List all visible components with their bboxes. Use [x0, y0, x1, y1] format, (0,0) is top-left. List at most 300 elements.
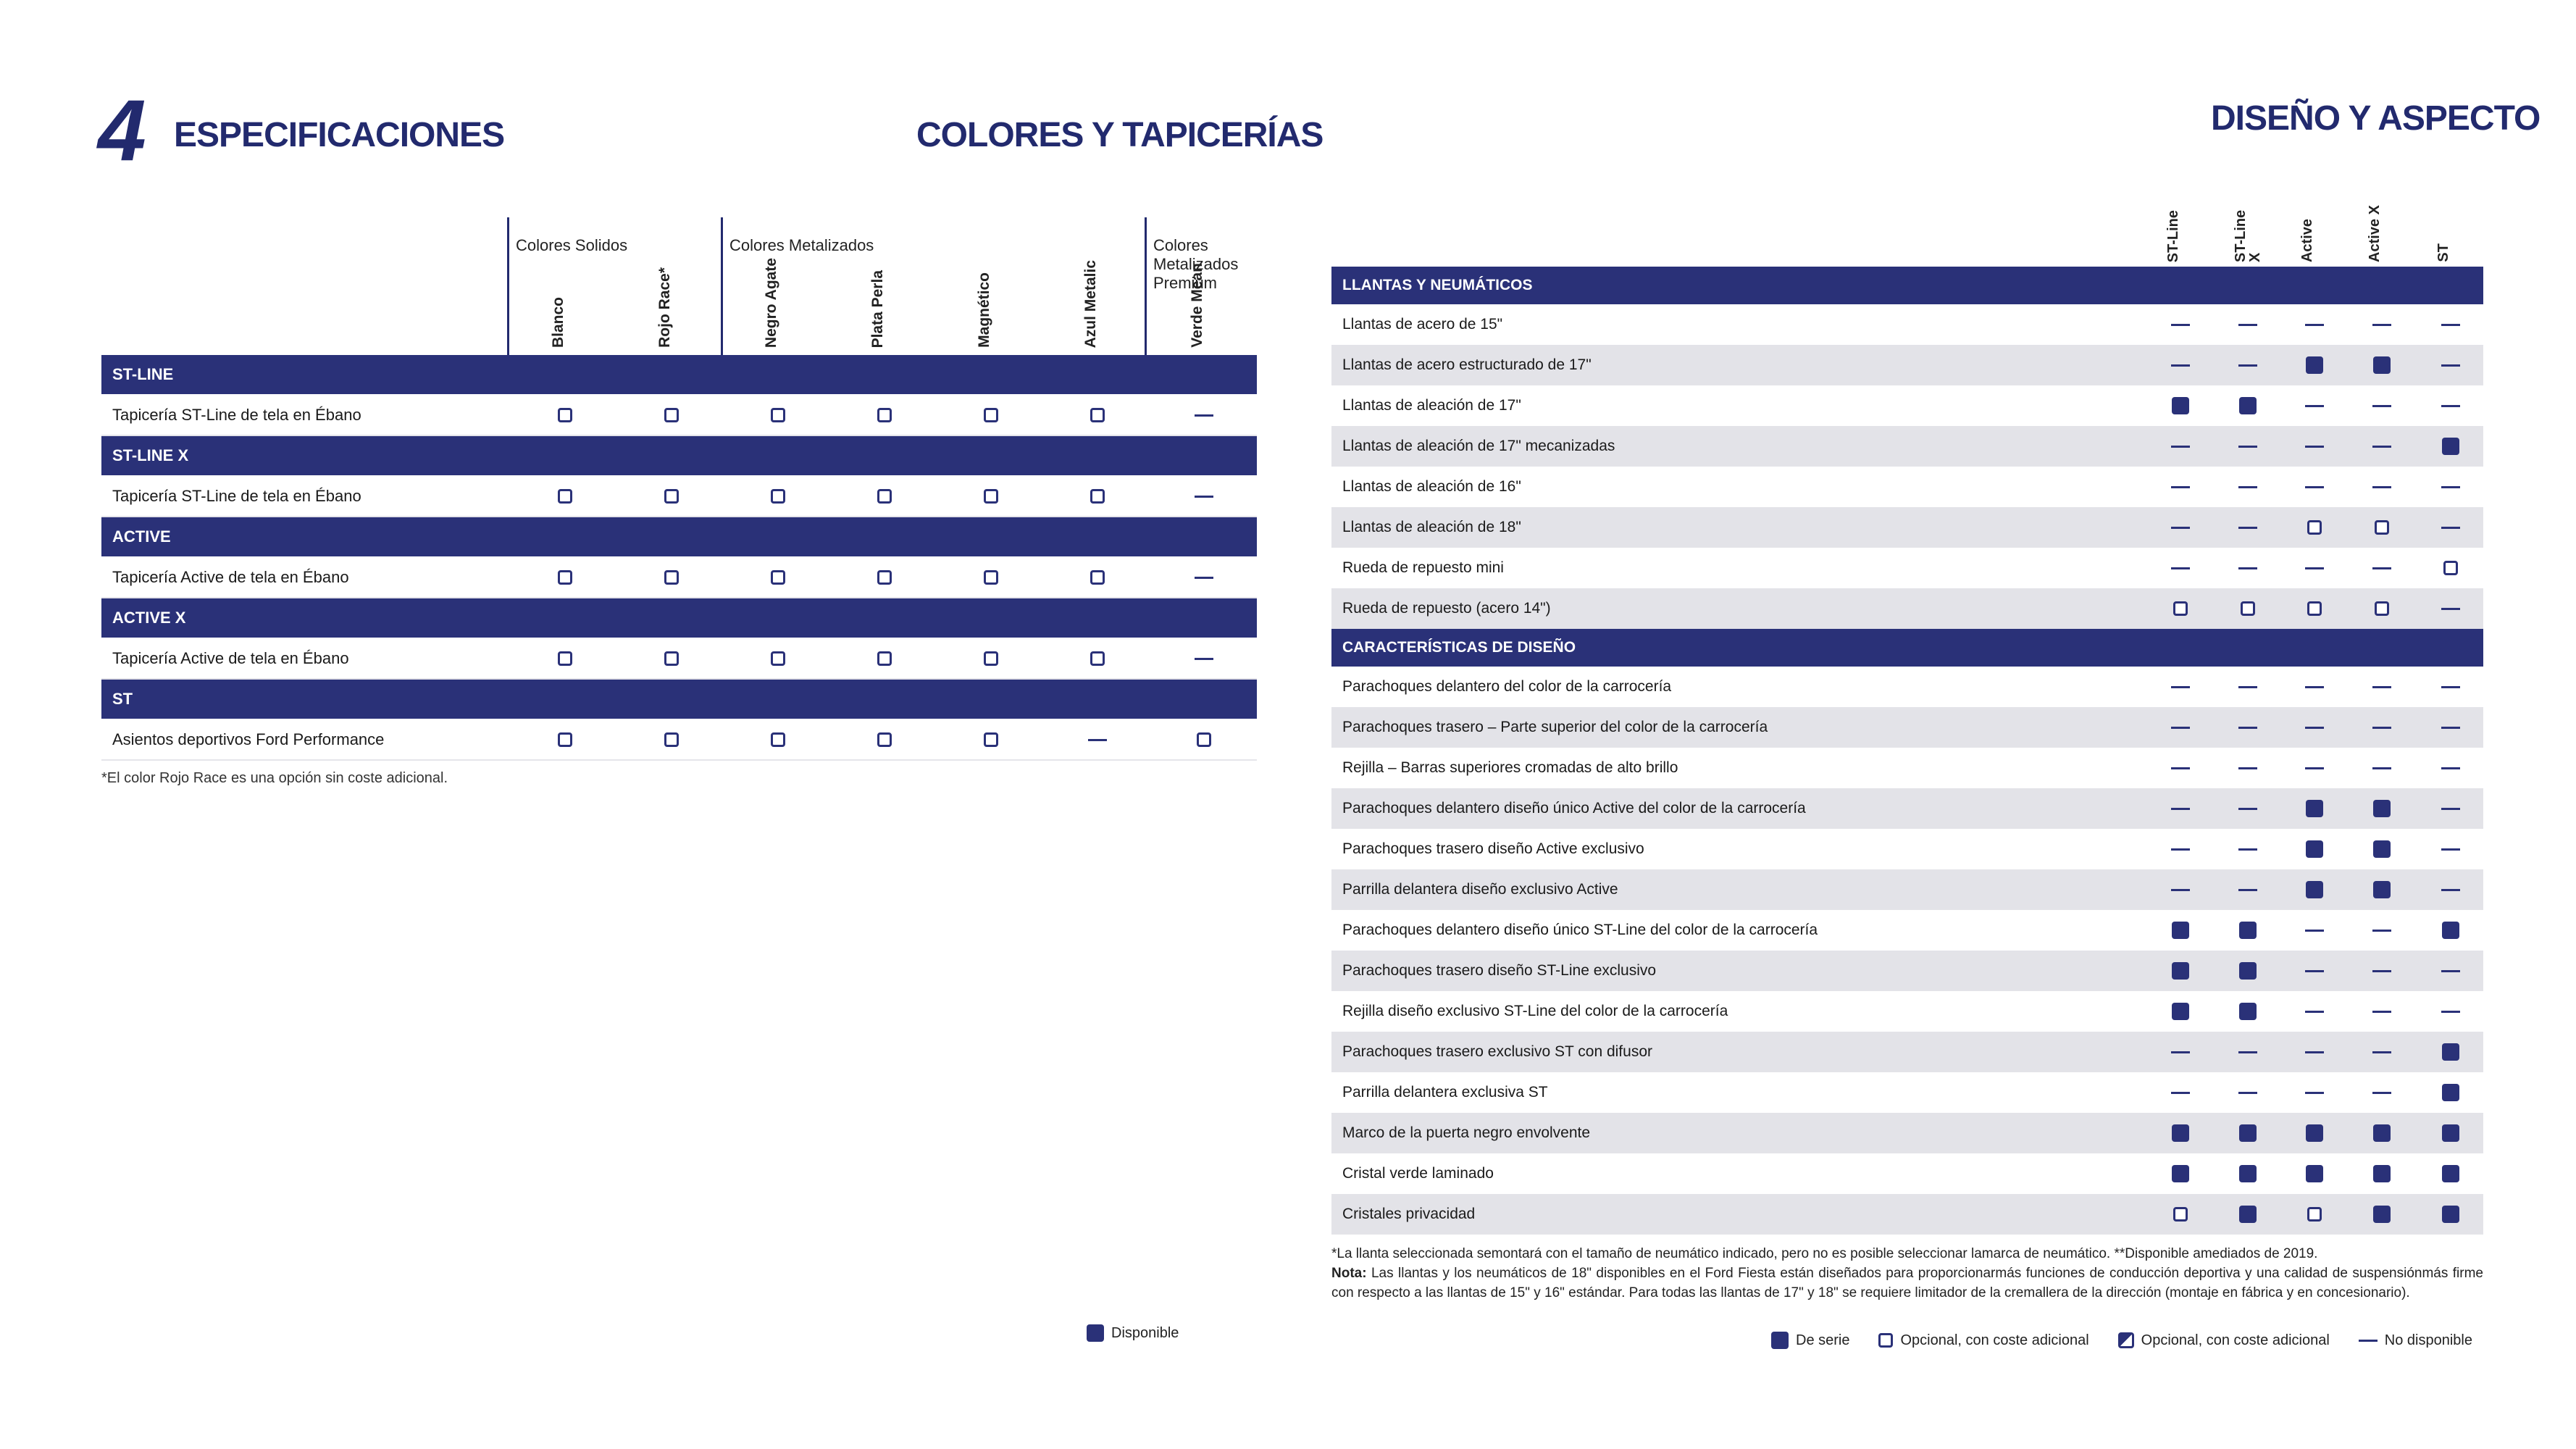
- table-row: [1331, 667, 2483, 707]
- availability-cell: [2429, 1153, 2472, 1194]
- row-label: Cristales privacidad: [1342, 1206, 1476, 1222]
- availability-cell: [2226, 345, 2270, 385]
- availability-cell: [2226, 748, 2270, 788]
- row-label: Parachoques delantero del color de la carrocería: [1342, 678, 1672, 695]
- filled-square-icon: [2306, 1124, 2323, 1142]
- table-row: [1331, 304, 2483, 345]
- dash-icon: [2305, 486, 2324, 488]
- filled-square-icon: [2442, 1165, 2459, 1182]
- section-header: ACTIVE X: [101, 598, 1257, 638]
- dash-icon: [2441, 767, 2460, 769]
- dash-icon: [2372, 405, 2391, 407]
- availability-cell: [2159, 667, 2202, 707]
- dash-icon: [2171, 364, 2190, 367]
- availability-cell: [650, 394, 693, 436]
- legend-optional-label: Opcional, con coste adicional: [1900, 1332, 2089, 1348]
- row-label: Llantas de acero estructurado de 17": [1342, 356, 1592, 373]
- empty-square-icon: [771, 570, 785, 585]
- group-label-metallic: Colores Metalizados: [729, 236, 874, 254]
- availability-cell: [1076, 638, 1119, 680]
- section-header: LLANTAS Y NEUMÁTICOS: [1331, 267, 2483, 304]
- filled-square-icon: [2239, 922, 2257, 939]
- availability-cell: [863, 719, 906, 761]
- empty-square-icon: [771, 732, 785, 747]
- table-row: [1331, 1113, 2483, 1153]
- availability-cell: [2293, 1072, 2336, 1113]
- dash-icon: [1195, 496, 1213, 498]
- row-label: Rueda de repuesto (acero 14"): [1342, 600, 1551, 617]
- table-row: [101, 475, 1257, 517]
- legend-available: [1087, 1324, 1179, 1342]
- availability-cell: [1076, 475, 1119, 517]
- filled-square-icon: [2442, 1206, 2459, 1223]
- empty-square-icon: [1090, 489, 1105, 504]
- trim-column-label: ST: [2435, 243, 2451, 262]
- availability-cell: [2429, 707, 2472, 748]
- filled-square-icon: [2442, 1124, 2459, 1142]
- color-column-label: Rojo Race*: [656, 267, 673, 348]
- filled-square-icon: [2373, 800, 2391, 817]
- dash-icon: [2372, 1011, 2391, 1013]
- filled-square-icon: [2239, 1165, 2257, 1182]
- availability-cell: [650, 475, 693, 517]
- dash-icon: [2441, 848, 2460, 851]
- availability-cell: [2360, 1032, 2404, 1072]
- empty-square-icon: [877, 732, 892, 747]
- row-label: Tapicería Active de tela en Ébano: [112, 568, 349, 586]
- availability-cell: [2360, 707, 2404, 748]
- row-label: Tapicería ST-Line de tela en Ébano: [112, 487, 361, 505]
- design-note-2: [1331, 1264, 2483, 1303]
- availability-cell: [2429, 748, 2472, 788]
- filled-square-icon: [2172, 1124, 2189, 1142]
- empty-square-icon: [984, 489, 998, 504]
- design-legend: [1771, 1332, 2501, 1349]
- dash-icon: [2305, 1011, 2324, 1013]
- row-label: Rueda de repuesto mini: [1342, 559, 1504, 576]
- table-row: [1331, 1194, 2483, 1235]
- table-row: [1331, 426, 2483, 467]
- colors-table: [101, 217, 1257, 761]
- dash-icon: [2441, 1011, 2460, 1013]
- empty-square-icon: [984, 732, 998, 747]
- row-label: Parachoques delantero diseño único Active del color de la carrocería: [1342, 800, 1806, 817]
- availability-cell: [2159, 1072, 2202, 1113]
- availability-cell: [756, 394, 800, 436]
- table-row: [1331, 829, 2483, 869]
- availability-cell: [2360, 345, 2404, 385]
- legend-optional-alt: [2118, 1332, 2330, 1349]
- dash-icon: [2238, 848, 2257, 851]
- section-header: ACTIVE: [101, 517, 1257, 556]
- colors-legend: [1087, 1324, 1208, 1342]
- table-row: [1331, 869, 2483, 910]
- availability-cell: [2429, 345, 2472, 385]
- empty-square-icon: [1090, 651, 1105, 666]
- availability-cell: [2360, 1113, 2404, 1153]
- table-row: [1331, 748, 2483, 788]
- filled-square-icon: [2239, 962, 2257, 980]
- dash-icon: [2171, 1092, 2190, 1094]
- availability-cell: [2159, 304, 2202, 345]
- empty-square-icon: [771, 489, 785, 504]
- availability-cell: [2360, 588, 2404, 629]
- availability-cell: [2226, 507, 2270, 548]
- trim-column-label: Active: [2299, 218, 2315, 262]
- filled-square-icon: [2373, 1124, 2391, 1142]
- empty-square-icon: [1878, 1333, 1893, 1348]
- empty-square-icon: [2173, 601, 2188, 616]
- availability-cell: [1182, 719, 1226, 761]
- dash-icon: [2171, 727, 2190, 729]
- availability-cell: [2226, 548, 2270, 588]
- empty-square-icon: [2307, 520, 2322, 535]
- row-label: Tapicería ST-Line de tela en Ébano: [112, 406, 361, 424]
- filled-square-icon: [2373, 881, 2391, 898]
- empty-square-icon: [664, 489, 679, 504]
- availability-cell: [2293, 869, 2336, 910]
- availability-cell: [2293, 788, 2336, 829]
- dash-icon: [2372, 767, 2391, 769]
- availability-cell: [2360, 829, 2404, 869]
- filled-square-icon: [2239, 397, 2257, 414]
- filled-square-icon: [2239, 1124, 2257, 1142]
- dash-icon: [2372, 970, 2391, 972]
- legend-available-label: Disponible: [1111, 1324, 1179, 1341]
- availability-cell: [2360, 467, 2404, 507]
- dash-icon: [2305, 567, 2324, 569]
- dash-icon: [2305, 767, 2324, 769]
- design-table: [1331, 203, 2483, 1235]
- dash-icon: [2305, 324, 2324, 326]
- trim-column-label: Active X: [2367, 205, 2383, 262]
- group-divider: [507, 217, 509, 355]
- availability-cell: [2293, 507, 2336, 548]
- empty-square-icon: [558, 489, 572, 504]
- filled-square-icon: [2172, 1165, 2189, 1182]
- dash-icon: [2171, 848, 2190, 851]
- dash-icon: [2441, 364, 2460, 367]
- filled-square-icon: [2172, 397, 2189, 414]
- availability-cell: [2159, 385, 2202, 426]
- dash-icon: [1195, 414, 1213, 417]
- availability-cell: [2360, 426, 2404, 467]
- dash-icon: [2372, 1092, 2391, 1094]
- availability-cell: [2293, 467, 2336, 507]
- dash-icon: [2372, 446, 2391, 448]
- legend-optional: [1878, 1332, 2088, 1349]
- dash-icon: [2305, 405, 2324, 407]
- filled-square-icon: [2306, 840, 2323, 858]
- table-row: [1331, 507, 2483, 548]
- dash-icon: [2305, 686, 2324, 688]
- row-label: Rejilla diseño exclusivo ST-Line del color de la carrocería: [1342, 1003, 1728, 1019]
- availability-cell: [2293, 385, 2336, 426]
- availability-cell: [2226, 829, 2270, 869]
- availability-cell: [2226, 788, 2270, 829]
- color-column-label: Verde Mean: [1189, 263, 1205, 348]
- availability-cell: [2293, 667, 2336, 707]
- availability-cell: [2159, 829, 2202, 869]
- availability-cell: [2360, 385, 2404, 426]
- legend-standard: [1771, 1332, 1849, 1349]
- colors-footnote: *El color Rojo Race es una opción sin coste adicional.: [101, 770, 448, 786]
- availability-cell: [2429, 869, 2472, 910]
- filled-square-icon: [2306, 1165, 2323, 1182]
- table-row: [1331, 951, 2483, 991]
- availability-cell: [2226, 991, 2270, 1032]
- dash-icon: [2238, 527, 2257, 529]
- availability-cell: [2293, 951, 2336, 991]
- availability-cell: [2429, 951, 2472, 991]
- group-label-premium: Colores Metalizados Premium: [1153, 236, 1239, 292]
- section-number: 4: [98, 82, 146, 179]
- empty-square-icon: [877, 570, 892, 585]
- dash-icon: [2238, 808, 2257, 810]
- availability-cell: [1182, 638, 1226, 680]
- page-title-diseno: DISEÑO Y ASPECTO: [2211, 99, 2541, 138]
- dash-icon: [2238, 686, 2257, 688]
- empty-square-icon: [2443, 561, 2458, 575]
- availability-cell: [2226, 667, 2270, 707]
- availability-cell: [2429, 304, 2472, 345]
- dash-icon: [2305, 970, 2324, 972]
- dash-icon: [2441, 808, 2460, 810]
- row-label: Parachoques trasero diseño Active exclusivo: [1342, 840, 1644, 857]
- availability-cell: [2226, 1113, 2270, 1153]
- availability-cell: [2159, 991, 2202, 1032]
- availability-cell: [2429, 1194, 2472, 1235]
- empty-square-icon: [2307, 601, 2322, 616]
- design-table-header: [1331, 203, 2483, 267]
- availability-cell: [2159, 748, 2202, 788]
- availability-cell: [2226, 304, 2270, 345]
- dash-icon: [2171, 486, 2190, 488]
- availability-cell: [2159, 1194, 2202, 1235]
- availability-cell: [2360, 507, 2404, 548]
- dash-icon: [2372, 567, 2391, 569]
- availability-cell: [650, 556, 693, 598]
- empty-square-icon: [2375, 601, 2389, 616]
- row-label: Llantas de aleación de 17": [1342, 397, 1521, 414]
- availability-cell: [2159, 869, 2202, 910]
- availability-cell: [863, 556, 906, 598]
- dash-icon: [1088, 739, 1107, 741]
- availability-cell: [2226, 1072, 2270, 1113]
- availability-cell: [2429, 426, 2472, 467]
- table-row: [1331, 548, 2483, 588]
- availability-cell: [2293, 1194, 2336, 1235]
- dash-icon: [2238, 446, 2257, 448]
- dash-icon: [2372, 324, 2391, 326]
- empty-square-icon: [877, 408, 892, 422]
- availability-cell: [543, 719, 587, 761]
- availability-cell: [650, 638, 693, 680]
- dash-icon: [2305, 1092, 2324, 1094]
- availability-cell: [2429, 548, 2472, 588]
- availability-cell: [2159, 910, 2202, 951]
- dash-icon: [2372, 486, 2391, 488]
- table-row: [1331, 1072, 2483, 1113]
- availability-cell: [2293, 426, 2336, 467]
- availability-cell: [756, 556, 800, 598]
- table-row: [1331, 588, 2483, 629]
- empty-square-icon: [771, 408, 785, 422]
- section-header: ST: [101, 680, 1257, 719]
- availability-cell: [2360, 1072, 2404, 1113]
- filled-square-icon: [2373, 356, 2391, 374]
- empty-square-icon: [664, 651, 679, 666]
- availability-cell: [2159, 1153, 2202, 1194]
- row-label: Tapicería Active de tela en Ébano: [112, 649, 349, 667]
- availability-cell: [2159, 426, 2202, 467]
- availability-cell: [2429, 1072, 2472, 1113]
- dash-icon: [2238, 324, 2257, 326]
- availability-cell: [2429, 588, 2472, 629]
- filled-square-icon: [2172, 922, 2189, 939]
- availability-cell: [2159, 507, 2202, 548]
- filled-square-icon: [2373, 1206, 2391, 1223]
- trim-column-label: ST-Line X: [2233, 209, 2263, 262]
- availability-cell: [2360, 548, 2404, 588]
- dash-icon: [2359, 1340, 2378, 1342]
- dash-icon: [2171, 889, 2190, 891]
- availability-cell: [2293, 748, 2336, 788]
- section-header: ST-LINE: [101, 355, 1257, 394]
- empty-square-icon: [771, 651, 785, 666]
- availability-cell: [2226, 588, 2270, 629]
- row-label: Cristal verde laminado: [1342, 1165, 1494, 1182]
- table-row: [101, 719, 1257, 761]
- row-label: Marco de la puerta negro envolvente: [1342, 1124, 1591, 1141]
- empty-square-icon: [2375, 520, 2389, 535]
- availability-cell: [2293, 991, 2336, 1032]
- filled-square-icon: [2442, 438, 2459, 455]
- table-row: [101, 556, 1257, 598]
- availability-cell: [1182, 475, 1226, 517]
- availability-cell: [2159, 707, 2202, 748]
- availability-cell: [2360, 1153, 2404, 1194]
- availability-cell: [1076, 556, 1119, 598]
- availability-cell: [2429, 829, 2472, 869]
- dash-icon: [2441, 970, 2460, 972]
- table-row: [1331, 385, 2483, 426]
- color-column-label: Magnético: [976, 272, 992, 348]
- dash-icon: [2372, 930, 2391, 932]
- row-label: Rejilla – Barras superiores cromadas de alto brillo: [1342, 759, 1678, 776]
- availability-cell: [2226, 385, 2270, 426]
- design-note-1: *La llanta seleccionada semontará con el tamaño de neumático indicado, pero no es posible seleccionar lamarca de neumático. **Disponible amediados de 2019.: [1331, 1246, 2318, 1261]
- dash-icon: [2305, 930, 2324, 932]
- availability-cell: [2293, 910, 2336, 951]
- row-label: Parrilla delantera diseño exclusivo Active: [1342, 881, 1618, 898]
- colors-table-header: [101, 217, 1257, 355]
- availability-cell: [1182, 394, 1226, 436]
- availability-cell: [1076, 394, 1119, 436]
- dash-icon: [2171, 767, 2190, 769]
- legend-standard-label: De serie: [1796, 1332, 1850, 1348]
- row-label: Llantas de aleación de 17" mecanizadas: [1342, 438, 1615, 454]
- availability-cell: [2159, 588, 2202, 629]
- availability-cell: [756, 475, 800, 517]
- dash-icon: [2372, 727, 2391, 729]
- note-text: Las llantas y los neumáticos de 18" disponibles en el Ford Fiesta están diseñados para proporcionarmás funciones de conducción deportiva y una calidad de suspensiónmás firme con respecto a las llantas de 15" y 16" estándar. Para todas las llantas de 17" y 18" se requiere limitador de la cremallera de la dirección (montaje en fábrica y en concesionario).: [1331, 1266, 2483, 1300]
- filled-square-icon: [2172, 962, 2189, 980]
- empty-square-icon: [2241, 601, 2255, 616]
- availability-cell: [2429, 507, 2472, 548]
- table-row: [101, 394, 1257, 436]
- availability-cell: [863, 394, 906, 436]
- empty-square-icon: [877, 489, 892, 504]
- row-label: Parachoques trasero – Parte superior del color de la carrocería: [1342, 719, 1768, 735]
- color-column-label: Negro Agate: [763, 257, 779, 348]
- dash-icon: [2171, 446, 2190, 448]
- empty-square-icon: [984, 651, 998, 666]
- availability-cell: [2429, 991, 2472, 1032]
- availability-cell: [2429, 910, 2472, 951]
- dash-icon: [2441, 405, 2460, 407]
- availability-cell: [2226, 1194, 2270, 1235]
- dash-icon: [2305, 1051, 2324, 1053]
- row-label: Llantas de aleación de 18": [1342, 519, 1521, 535]
- filled-square-icon: [2442, 1084, 2459, 1101]
- table-row: [1331, 707, 2483, 748]
- availability-cell: [1076, 719, 1119, 761]
- availability-cell: [2293, 304, 2336, 345]
- empty-square-icon: [664, 570, 679, 585]
- dash-icon: [2238, 486, 2257, 488]
- availability-cell: [543, 394, 587, 436]
- availability-cell: [2159, 467, 2202, 507]
- empty-square-icon: [1090, 408, 1105, 422]
- table-row: [1331, 1153, 2483, 1194]
- availability-cell: [2159, 345, 2202, 385]
- dash-icon: [2441, 727, 2460, 729]
- availability-cell: [2360, 788, 2404, 829]
- availability-cell: [2429, 1113, 2472, 1153]
- availability-cell: [2293, 548, 2336, 588]
- dash-icon: [2305, 446, 2324, 448]
- dash-icon: [2441, 527, 2460, 529]
- filled-square-icon: [2373, 1165, 2391, 1182]
- empty-square-icon: [558, 408, 572, 422]
- availability-cell: [2159, 951, 2202, 991]
- empty-square-icon: [664, 408, 679, 422]
- availability-cell: [2226, 426, 2270, 467]
- group-label-solid: Colores Solidos: [516, 236, 628, 254]
- availability-cell: [2226, 1032, 2270, 1072]
- dash-icon: [2171, 527, 2190, 529]
- availability-cell: [2360, 951, 2404, 991]
- section-header: ST-LINE X: [101, 436, 1257, 475]
- table-row: [1331, 1032, 2483, 1072]
- legend-optional-alt-label: Opcional, con coste adicional: [2141, 1332, 2330, 1348]
- availability-cell: [2226, 467, 2270, 507]
- empty-square-icon: [2307, 1207, 2322, 1222]
- dash-icon: [2171, 686, 2190, 688]
- empty-square-icon: [1197, 732, 1211, 747]
- row-label: Parachoques trasero diseño ST-Line exclusivo: [1342, 962, 1657, 979]
- empty-square-icon: [1090, 570, 1105, 585]
- availability-cell: [2226, 910, 2270, 951]
- empty-square-icon: [664, 732, 679, 747]
- filled-square-icon: [2239, 1003, 2257, 1020]
- availability-cell: [543, 475, 587, 517]
- table-row: [1331, 991, 2483, 1032]
- dash-icon: [2171, 1051, 2190, 1053]
- legend-not-available-label: No disponible: [2384, 1332, 2472, 1348]
- table-row: [1331, 788, 2483, 829]
